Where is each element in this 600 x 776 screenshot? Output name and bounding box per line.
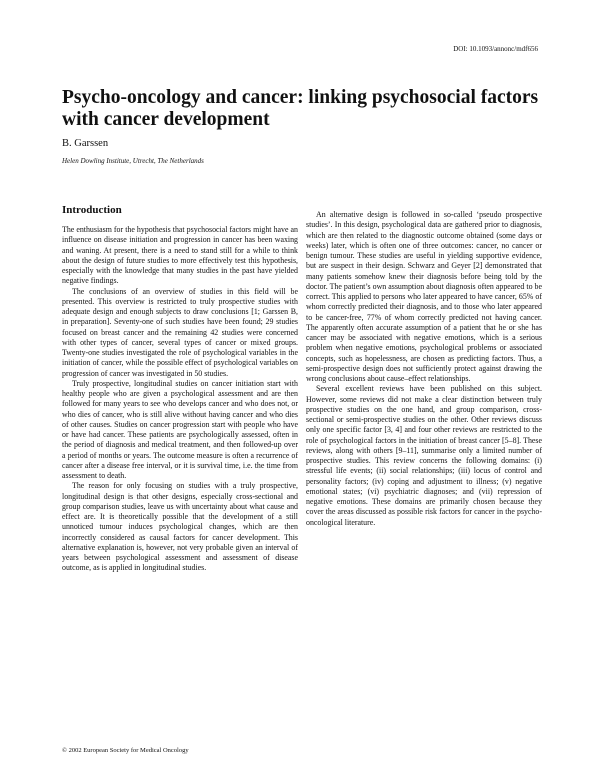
- right-column: [306, 210, 542, 528]
- paragraph: Truly prospective, longitudinal studies on cancer initiation start with healthy people who are given a psychological assessment and are then followed for many years to see who develops cancer and who does not, or who dies of cancer, who is still alive without having cancer and who dies of other causes. Studies on cancer progression start with people who have or have had cancer. These patients are psychologically assessed, often in the period of diagnosis and medical treatment, and then followed-up over a period of months or years. The outcome measure is often a recurrence of cancer after a disease free interval, or it is survival time, i.e. the time from assessment to death.: [62, 378, 298, 480]
- paragraph: An alternative design is followed in so-called ‘pseudo prospective studies’. In this design, psychological data are gathered prior to diagnosis, which are then related to the diagnostic outcome obtained (some days or weeks) later, which is often one of three outcomes: cancer, no cancer or benign tumour. These studies are useful in yielding supportive evidence, but are suspect in their design. Schwarz and Geyer [2] demonstrated that many patients somehow knew their diagnosis before being told by the doctor. The patient’s own assumption about diagnosis often appeared to be correct. This applied to persons who later appeared to have cancer, 65% of whom correctly predicted their diagnosis, and to those who later appeared to be cancer-free, 77% of whom correctly predicted not having cancer. The apparently often accurate assumption of a patient that he or she has cancer may be associated with negative emotions, which is a serious problem when negative emotions, psychological problems or associated concepts, such as hopelessness, are chosen as predicting factors. Thus, a semi-prospective design does not sufficiently protect against drawing the wrong conclusions about cause–effect relationships.: [306, 210, 542, 383]
- paragraph: The enthusiasm for the hypothesis that psychosocial factors might have an influence on disease initiation and progression in cancer has been waxing and waning. At present, there is a need to stand still for a while to think about the design of future studies to more effectively test this hypothesis, especially with the knowledge that many studies in the past have yielded negative findings.: [62, 225, 298, 286]
- doi-label: DOI: 10.1093/annonc/mdf656: [453, 45, 538, 53]
- author-affiliation: Helen Dowling Institute, Utrecht, The Netherlands: [62, 157, 204, 165]
- author-name: B. Garssen: [62, 138, 109, 149]
- paragraph: The conclusions of an overview of studies in this field will be presented. This overview is restricted to truly prospective studies with adequate design and enough subjects to draw conclusions [1; Garssen B, in preparation]. Seventy-one of such studies have been found; 29 studies focused on breast cancer and the remaining 42 studies were concerned with other types of cancer, several types of cancer or mixed groups. Twenty-one studies investigated the role of psychological variables in the initiation of cancer, while the possible effect of psychological variables on progression of cancer was investigated in 50 studies.: [62, 286, 298, 378]
- paragraph: The reason for only focusing on studies with a truly prospective, longitudinal design is that other designs, especially cross-sectional and group comparison studies, leave us with uncertainty about what cause and effect are. It is theoretically possible that the development of a still unnoticed tumour induces psychological changes, which are then incorrectly considered as causal factors for cancer development. This alternative explanation is, however, not very probable given an interval of years between psychological assessment and assessment of disease outcome, as is applied in longitudinal studies.: [62, 481, 298, 573]
- paragraph: Several excellent reviews have been published on this subject. However, some reviews did not make a clear distinction between truly prospective studies on the one hand, and group comparison, cross-sectional or semi-prospective studies on the other. Other reviews discuss only one specific factor [3, 4] and four other reviews are restricted to the role of psychological factors in the initiation of breast cancer [5–8]. These reviews, along with others [9–11], summarise only a limited number of prospective studies. This review concerns the following domains: (i) stressful life events; (ii) social relationships; (iii) locus of control and personality factors; (iv) coping and adjustment to illness; (v) negative emotional states; (vi) psychiatric diagnoses; and (vii) repression of negative emotions. These domains are primarily chosen because they cover the areas discussed as possible risk factors for cancer in the psycho-oncological literature.: [306, 384, 542, 527]
- left-column: [62, 204, 298, 574]
- section-heading-introduction: Introduction: [62, 204, 122, 216]
- article-title: Psycho-oncology and cancer: linking psychosocial factors with cancer development: [62, 87, 539, 130]
- copyright-footer: © 2002 European Society for Medical Oncology: [62, 747, 189, 754]
